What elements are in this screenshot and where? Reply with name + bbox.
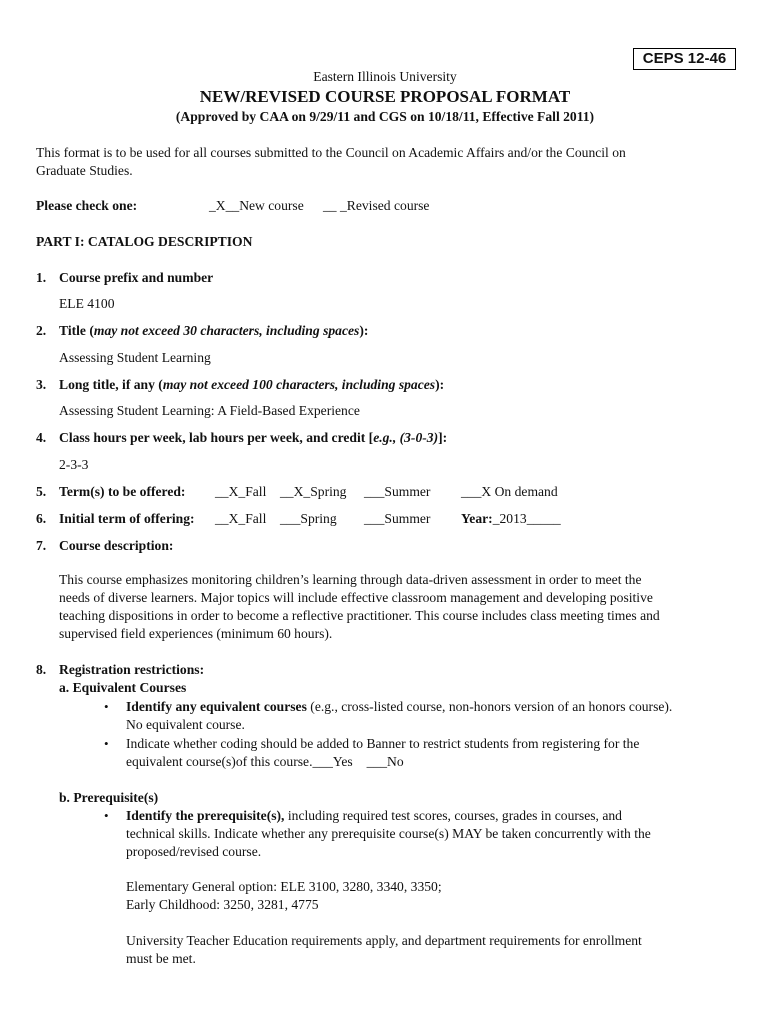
q6-year bbox=[461, 511, 561, 527]
q8a-heading: a. Equivalent Courses bbox=[59, 680, 187, 695]
q6-spring-option[interactable]: ___Spring bbox=[280, 511, 337, 526]
q8b-bullet1-line3: proposed/revised course. bbox=[126, 844, 262, 859]
bullet-icon: • bbox=[104, 736, 109, 751]
q3-label-a: Long title, if any ( bbox=[59, 377, 163, 392]
q4-label-b: ]: bbox=[438, 430, 448, 445]
q6-label: Initial term of offering: bbox=[59, 511, 195, 526]
q8b-bullet1-rest: including required test scores, courses, grades in courses, and bbox=[284, 808, 622, 823]
intro-line-2: Graduate Studies. bbox=[36, 163, 133, 178]
q5-summer-option[interactable]: ___Summer bbox=[364, 484, 431, 499]
q7-desc-line-1: This course emphasizes monitoring children’s learning through data-driven assessment in order to meet the bbox=[59, 572, 642, 587]
q8a-yes-option[interactable]: ___Yes bbox=[312, 754, 353, 769]
form-code-badge: CEPS 12-46 bbox=[633, 48, 736, 70]
q3-label bbox=[59, 377, 444, 393]
q4-label-italic: e.g., (3-0-3) bbox=[373, 430, 439, 445]
q8a-bullet1-rest: (e.g., cross-listed course, non-honors version of an honors course). bbox=[306, 699, 673, 714]
revised-course-option[interactable]: __ _Revised course bbox=[323, 198, 430, 213]
q2-label-italic: may not exceed 30 characters, including spaces bbox=[93, 323, 360, 338]
q5-fall-option[interactable]: __X_Fall bbox=[215, 484, 267, 499]
q5-spring-option[interactable]: __X_Spring bbox=[280, 484, 347, 499]
q8a-bullet1-bold: Identify any equivalent courses bbox=[126, 699, 307, 714]
q7-desc-line-2: needs of diverse learners. Major topics will include effective classroom management and developing positive bbox=[59, 590, 653, 605]
bullet-icon: • bbox=[104, 699, 109, 714]
q5-number: 5. bbox=[36, 484, 47, 499]
q4-label bbox=[59, 430, 447, 446]
q4-label-a: Class hours per week, lab hours per week, and credit [ bbox=[59, 430, 374, 445]
q3-label-b: ): bbox=[435, 377, 445, 392]
q1-number: 1. bbox=[36, 270, 47, 285]
q3-label-italic: may not exceed 100 characters, including spaces bbox=[162, 377, 436, 392]
q6-summer-option[interactable]: ___Summer bbox=[364, 511, 431, 526]
page-title: NEW/REVISED COURSE PROPOSAL FORMAT bbox=[199, 87, 571, 106]
q2-number: 2. bbox=[36, 323, 47, 338]
q8a-no-option[interactable]: ___No bbox=[366, 754, 404, 769]
university-name: Eastern Illinois University bbox=[313, 69, 457, 84]
new-course-option[interactable]: _X__New course bbox=[209, 198, 304, 213]
q6-year-label: Year: bbox=[461, 511, 493, 526]
q8-number: 8. bbox=[36, 662, 47, 677]
q1-answer: ELE 4100 bbox=[59, 296, 115, 311]
q8a-bullet2-line2 bbox=[126, 754, 404, 770]
q8b-early-childhood: Early Childhood: 3250, 3281, 4775 bbox=[126, 897, 319, 912]
q8a-bullet2-text: equivalent course(s)of this course. bbox=[126, 754, 313, 769]
approval-note: (Approved by CAA on 9/29/11 and CGS on 10/18/11, Effective Fall 2011) bbox=[175, 109, 595, 124]
q8b-bullet1-line2: technical skills. Indicate whether any prerequisite course(s) MAY be taken concurrently with the bbox=[126, 826, 651, 841]
q8b-bullet1-line1 bbox=[126, 808, 622, 824]
q4-number: 4. bbox=[36, 430, 47, 445]
q5-label: Term(s) to be offered: bbox=[59, 484, 186, 499]
check-label: Please check one: bbox=[36, 198, 138, 213]
q2-answer: Assessing Student Learning bbox=[59, 350, 211, 365]
q2-label bbox=[59, 323, 368, 339]
q5-on-demand-option[interactable]: ___X On demand bbox=[461, 484, 558, 499]
q8a-bullet2-line1: Indicate whether coding should be added to Banner to restrict students from registering for the bbox=[126, 736, 640, 751]
bullet-icon: • bbox=[104, 808, 109, 823]
q2-label-a: Title ( bbox=[59, 323, 94, 338]
q6-number: 6. bbox=[36, 511, 47, 526]
q2-label-b: ): bbox=[359, 323, 369, 338]
q7-desc-line-3: teaching dispositions in order to become a reflective practitioner. This course includes class meeting times and bbox=[59, 608, 660, 623]
q8b-ute-line2: must be met. bbox=[126, 951, 196, 966]
q6-year-value[interactable]: _2013_____ bbox=[492, 511, 561, 526]
part1-heading: PART I: CATALOG DESCRIPTION bbox=[36, 234, 253, 249]
q7-desc-line-4: supervised field experiences (minimum 60 hours). bbox=[59, 626, 333, 641]
q3-number: 3. bbox=[36, 377, 47, 392]
q8-label: Registration restrictions: bbox=[59, 662, 205, 677]
q8a-bullet1-line2: No equivalent course. bbox=[126, 717, 245, 732]
q8b-heading: b. Prerequisite(s) bbox=[59, 790, 159, 805]
q4-answer: 2-3-3 bbox=[59, 457, 89, 472]
q1-label: Course prefix and number bbox=[59, 270, 214, 285]
q8b-elementary: Elementary General option: ELE 3100, 3280, 3340, 3350; bbox=[126, 879, 442, 894]
q7-number: 7. bbox=[36, 538, 47, 553]
q7-label: Course description: bbox=[59, 538, 174, 553]
q6-fall-option[interactable]: __X_Fall bbox=[215, 511, 267, 526]
q8b-ute-line1: University Teacher Education requirements apply, and department requirements for enrollment bbox=[126, 933, 642, 948]
q8a-bullet1-line1 bbox=[126, 699, 672, 715]
q3-answer: Assessing Student Learning: A Field-Based Experience bbox=[59, 403, 360, 418]
q8b-bullet1-bold: Identify the prerequisite(s), bbox=[126, 808, 285, 823]
intro-line-1: This format is to be used for all courses submitted to the Council on Academic Affairs and/or the Council on bbox=[36, 145, 626, 160]
